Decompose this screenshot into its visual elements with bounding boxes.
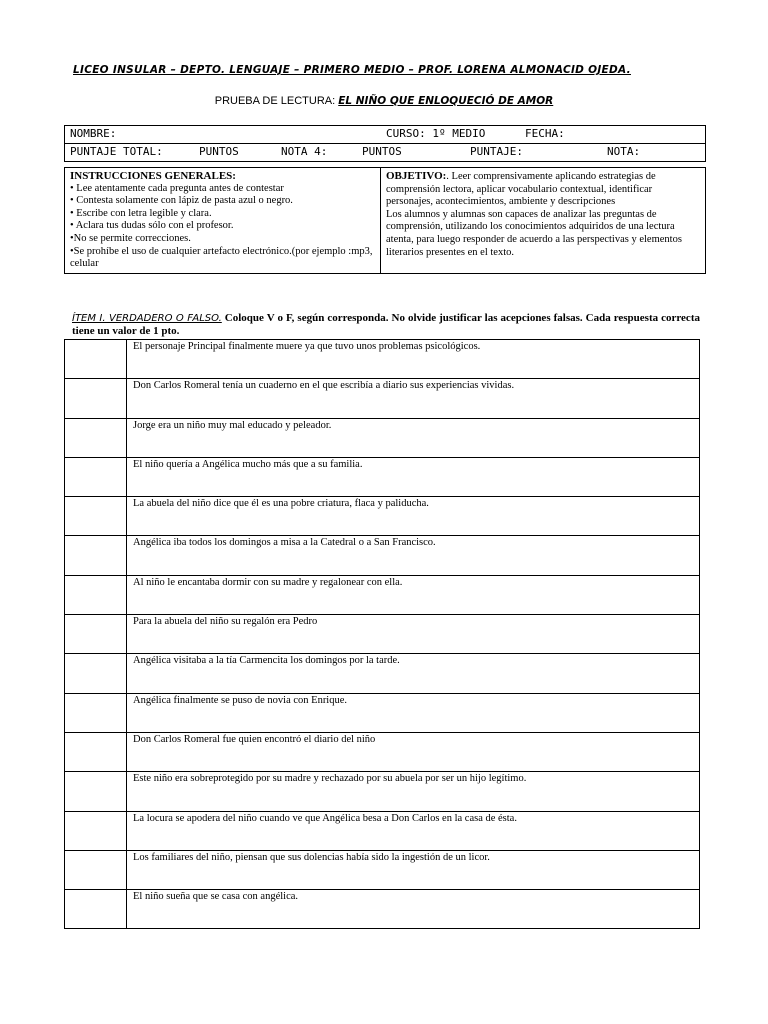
answer-cell[interactable] [65,536,127,575]
answer-cell[interactable] [65,340,127,379]
instructions-table [64,167,706,274]
answer-cell[interactable] [65,693,127,732]
statement: Este niño era sobreprotegido por su madre y rechazado por su abuela por ser un hijo legítimo. [127,772,700,811]
table-row [65,890,700,929]
item-1-instructions: Coloque V o F, según corresponda. No olvide justificar las acepciones falsas. Cada respuesta correcta tiene un valor de 1 pto. [72,312,700,337]
total-score-label: PUNTAJE TOTAL: [70,145,163,158]
instructions-heading: INSTRUCCIONES GENERALES: [70,170,236,182]
statement: Don Carlos Romeral tenía un cuaderno en el que escribía a diario sus experiencias vividas. [127,379,700,418]
statement: La locura se apodera del niño cuando ve que Angélica besa a Don Carlos en la casa de ésta. [127,811,700,850]
answer-cell[interactable] [65,379,127,418]
objective-text-1: . Leer comprensivamente aplicando estrategias de comprensión lectora, aplicar vocabulario contextual, identificar personajes, acontecimientos, ambiente y descripciones [386,171,656,208]
grade-field[interactable]: NOTA: [607,145,641,158]
table-row [65,693,700,732]
table-row [65,379,700,418]
instruction-item: • Contesta solamente con lápiz de pasta azul o negro. [70,195,293,207]
objective-heading: OBJETIVO: [386,170,447,182]
student-info-table [64,125,706,162]
info-row-1 [65,126,706,144]
instruction-item: • Lee atentamente cada pregunta antes de contestar [70,182,284,194]
statement: Los familiares del niño, piensan que sus dolencias había sido la ingestión de un licor. [127,850,700,889]
answer-cell[interactable] [65,654,127,693]
answer-cell[interactable] [65,732,127,771]
course-label: CURSO: 1º MEDIO [386,127,486,140]
item-1-label: ÍTEM I. VERDADERO O FALSO. [72,313,222,324]
table-row [65,340,700,379]
answer-cell[interactable] [65,811,127,850]
answer-cell[interactable] [65,615,127,654]
objective-text-2: Los alumnos y alumnas son capaces de analizar las preguntas de comprensión, utilizando los conocimientos adquiridos de una lectura atenta, para luego responder de acuerdo a las perspectivas y elementos literarios presentes en el texto. [386,208,682,258]
grade-4-label: NOTA 4: [281,145,328,158]
objective-text [386,170,700,209]
table-row [65,497,700,536]
date-field[interactable]: FECHA: [525,127,565,140]
statement: La abuela del niño dice que él es una pobre criatura, flaca y paliducha. [127,497,700,536]
answer-cell[interactable] [65,890,127,929]
answer-cell[interactable] [65,418,127,457]
table-row [65,536,700,575]
statement: Al niño le encantaba dormir con su madre y regalonear con ella. [127,575,700,614]
instruction-item: •Se prohíbe el uso de cualquier artefacto electrónico.(por ejemplo :mp3, celular [70,245,373,270]
item-1-heading [72,312,700,338]
statement: Don Carlos Romeral fue quien encontró el diario del niño [127,732,700,771]
answer-cell[interactable] [65,850,127,889]
objective-box [381,168,706,274]
statement: Angélica finalmente se puso de novia con Enrique. [127,693,700,732]
table-row [65,850,700,889]
table-row [65,811,700,850]
name-field[interactable]: NOMBRE: [70,127,117,140]
statement: Angélica visitaba a la tía Carmencita los domingos por la tarde. [127,654,700,693]
statement: Jorge era un niño muy mal educado y peleador. [127,418,700,457]
true-false-table [64,339,700,929]
answer-cell[interactable] [65,772,127,811]
answer-cell[interactable] [65,497,127,536]
table-row [65,615,700,654]
table-row [65,575,700,614]
statement: El personaje Principal finalmente muere ya que tuvo unos problemas psicológicos. [127,340,700,379]
points-label-2: PUNTOS [362,145,402,158]
test-label: PRUEBA DE LECTURA: [214,95,336,107]
school-header: LICEO INSULAR – DEPTO. LENGUAJE – PRIMERO MEDIO – PROF. LORENA ALMONACID OJEDA. [73,64,631,76]
table-row [65,654,700,693]
statement: Angélica iba todos los domingos a misa a la Catedral o a San Francisco. [127,536,700,575]
story-title: EL NIÑO QUE ENLOQUECIÓ DE AMOR [338,95,554,107]
table-row [65,457,700,496]
info-row-2 [65,144,706,162]
table-row [65,732,700,771]
instruction-item: • Aclara tus dudas sólo con el profesor. [70,220,234,232]
answer-cell[interactable] [65,575,127,614]
table-row [65,418,700,457]
statement: Para la abuela del niño su regalón era Pedro [127,615,700,654]
statement: El niño quería a Angélica mucho más que a su familia. [127,457,700,496]
statement: El niño sueña que se casa con angélica. [127,890,700,929]
score-field[interactable]: PUNTAJE: [470,145,523,158]
test-title [0,95,768,107]
answer-cell[interactable] [65,457,127,496]
points-label-1: PUNTOS [199,145,239,158]
general-instructions [65,168,381,274]
instruction-item: • Escribe con letra legible y clara. [70,207,212,219]
table-row [65,772,700,811]
instruction-item: •No se permite correcciones. [70,232,191,244]
